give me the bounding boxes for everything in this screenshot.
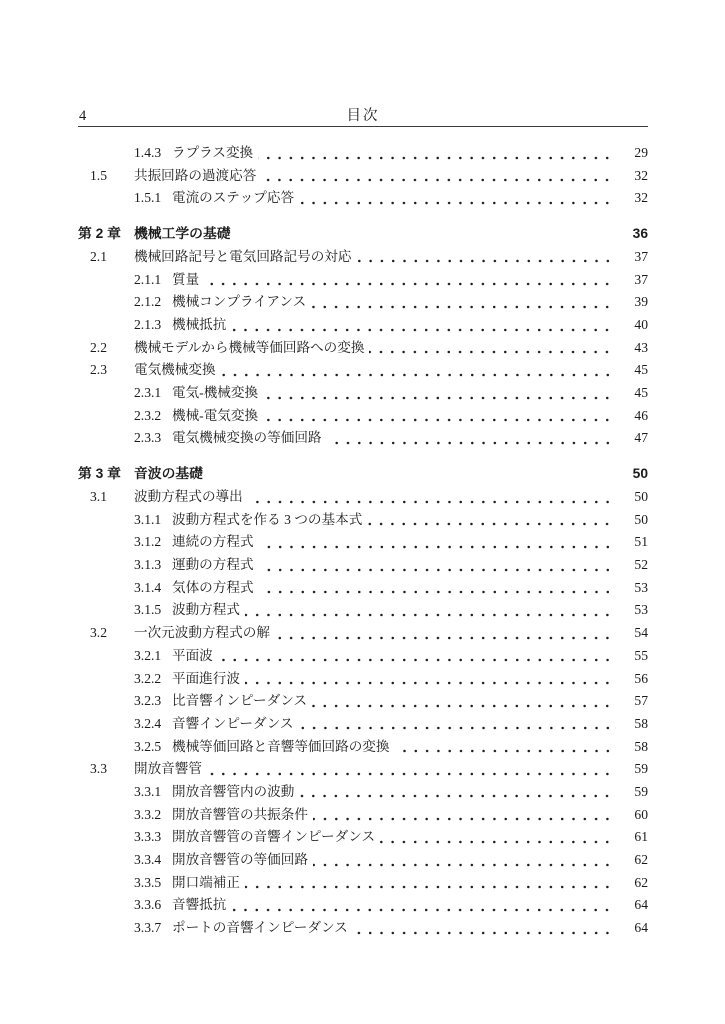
entry-number: 第 3 章 <box>78 466 121 482</box>
entry-dot-leader <box>327 427 613 450</box>
toc-entry <box>78 894 648 917</box>
entry-page-number: 59 <box>634 761 648 777</box>
toc-entry <box>78 337 648 360</box>
entry-page-number: 51 <box>634 534 648 550</box>
toc-entry <box>78 291 648 314</box>
entry-number: 3.2.4 <box>134 715 162 731</box>
entry-page-number: 39 <box>634 294 648 310</box>
entry-number: 3.1.5 <box>134 602 162 618</box>
entry-dot-leader <box>245 872 613 895</box>
entry-number: 2.3.3 <box>134 430 162 446</box>
entry-dot-leader <box>261 165 613 188</box>
entry-number: 2.3.1 <box>134 385 162 401</box>
entry-page-number: 53 <box>634 602 648 618</box>
entry-number: 3.1 <box>90 489 107 504</box>
entry-title: 平面進行波 <box>172 670 240 686</box>
entry-number: 3.2 <box>90 625 107 641</box>
entry-title: 連続の方程式 <box>172 534 254 550</box>
entry-dot-leader <box>248 486 613 509</box>
entry-title: 開放音響管の等価回路 <box>172 852 308 867</box>
entry-number: 3.3.1 <box>134 783 162 799</box>
entry-title: 電気機械変換 <box>134 362 216 378</box>
entry-title: 音響インピーダンス <box>172 715 294 731</box>
entry-title: 質量 <box>172 271 200 287</box>
entry-title: 電流のステップ応答 <box>172 190 295 206</box>
entry-number: 2.1.2 <box>134 294 162 310</box>
entry-number: 3.2.3 <box>134 693 162 709</box>
entry-title: 開放音響管の音響インピーダンス <box>172 829 376 845</box>
entry-number: 3.3.4 <box>134 852 162 867</box>
entry-dot-leader <box>259 554 613 577</box>
entry-page-number: 45 <box>634 362 648 378</box>
entry-page-number: 32 <box>634 190 648 206</box>
entry-page-number: 50 <box>632 466 648 482</box>
entry-title: 開放音響管 <box>134 761 202 777</box>
entry-page-number: 58 <box>634 715 648 731</box>
toc-entry <box>78 187 648 210</box>
entry-page-number: 50 <box>634 511 648 527</box>
entry-number: 3.2.5 <box>134 738 162 754</box>
running-header <box>78 103 648 127</box>
toc-entry <box>78 359 648 382</box>
entry-number: 2.3 <box>90 362 107 378</box>
entry-dot-leader <box>313 804 613 827</box>
entry-title: 開口端補正 <box>172 874 240 890</box>
entry-title: 平面波 <box>172 647 213 663</box>
entry-page-number: 37 <box>634 271 648 287</box>
entry-title: 機械-電気変換 <box>172 407 259 423</box>
toc-entry <box>78 690 648 713</box>
entry-dot-leader <box>299 781 613 804</box>
entry-number: 3.1.3 <box>134 557 162 573</box>
entry-page-number: 64 <box>634 897 648 913</box>
toc-entry <box>78 165 648 188</box>
entry-page-number: 50 <box>634 489 648 504</box>
entry-page-number: 43 <box>634 339 648 355</box>
entry-page-number: 45 <box>634 385 648 401</box>
entry-dot-leader <box>353 917 613 940</box>
toc-entry <box>78 509 648 532</box>
entry-number: 2.1 <box>90 248 107 264</box>
entry-dot-leader <box>208 463 613 486</box>
entry-dot-leader <box>245 599 613 622</box>
entry-number: 2.3.2 <box>134 407 162 423</box>
entry-title: 機械抵抗 <box>172 317 227 332</box>
toc-entry <box>78 531 648 554</box>
entry-dot-leader <box>312 690 613 713</box>
toc-entry <box>78 645 648 668</box>
toc-entry <box>78 269 648 292</box>
entry-page-number: 40 <box>634 317 648 332</box>
entry-title: 機械コンプライアンス <box>172 294 307 310</box>
entry-number: 3.1.2 <box>134 534 162 550</box>
entry-dot-leader <box>275 622 613 645</box>
entry-page-number: 46 <box>634 407 648 423</box>
entry-page-number: 62 <box>634 852 648 867</box>
entry-title: 機械モデルから機械等価回路への変換 <box>134 339 365 355</box>
entry-dot-leader <box>357 246 614 269</box>
entry-title: 一次元波動方程式の解 <box>134 625 270 641</box>
entry-page-number: 55 <box>634 647 648 663</box>
entry-dot-leader <box>263 405 613 428</box>
entry-dot-leader <box>313 849 613 872</box>
entry-number: 2.2 <box>90 339 107 355</box>
toc-entry <box>78 804 648 827</box>
entry-dot-leader <box>204 269 613 292</box>
entry-dot-leader <box>367 509 613 532</box>
entry-dot-leader <box>231 894 613 917</box>
entry-dot-leader <box>311 291 613 314</box>
entry-title: 共振回路の過渡応答 <box>134 167 257 183</box>
entry-number: 3.3.7 <box>134 920 162 936</box>
entry-page-number: 32 <box>634 167 648 183</box>
entry-page-number: 58 <box>634 738 648 754</box>
toc-entry <box>78 872 648 895</box>
entry-page-number: 62 <box>634 874 648 890</box>
entry-title: 開放音響管の共振条件 <box>172 806 308 822</box>
entry-title: 機械工学の基礎 <box>134 226 231 242</box>
entry-page-number: 54 <box>634 625 648 641</box>
toc-list <box>78 142 648 940</box>
entry-title: 音波の基礎 <box>134 466 203 482</box>
entry-title: 運動の方程式 <box>172 557 254 573</box>
entry-title: 電気-機械変換 <box>172 385 259 401</box>
entry-dot-leader <box>218 645 613 668</box>
entry-dot-leader <box>299 713 613 736</box>
toc-entry <box>78 486 648 509</box>
toc-entry <box>78 758 648 781</box>
entry-number: 3.3.5 <box>134 874 162 890</box>
toc-entry <box>78 382 648 405</box>
toc-entry <box>78 427 648 450</box>
entry-page-number: 59 <box>634 783 648 799</box>
entry-number: 2.1.3 <box>134 317 162 332</box>
toc-entry <box>78 246 648 269</box>
entry-page-number: 60 <box>634 806 648 822</box>
entry-title: 開放音響管内の波動 <box>172 783 295 799</box>
toc-entry <box>78 781 648 804</box>
toc-entry <box>78 142 648 165</box>
entry-title: 機械回路記号と電気回路記号の対応 <box>134 248 352 264</box>
entry-title: 機械等価回路と音響等価回路の変換 <box>172 738 390 754</box>
entry-number: 3.3.6 <box>134 897 162 913</box>
toc-entry <box>78 405 648 428</box>
entry-number: 3.1.4 <box>134 579 162 595</box>
entry-dot-leader <box>221 359 613 382</box>
entry-title: 波動方程式 <box>172 602 240 618</box>
entry-title: 比音響インピーダンス <box>172 693 308 709</box>
toc-entry <box>78 917 648 940</box>
toc-entry <box>78 668 648 691</box>
entry-dot-leader <box>380 826 613 849</box>
entry-page-number: 53 <box>634 579 648 595</box>
entry-title: ラプラス変換 <box>172 145 254 160</box>
entry-dot-leader <box>245 668 613 691</box>
entry-page-number: 36 <box>632 226 648 242</box>
toc-entry <box>78 599 648 622</box>
entry-number: 3.2.1 <box>134 647 162 663</box>
toc-entry <box>78 223 648 246</box>
toc-entry <box>78 554 648 577</box>
entry-page-number: 56 <box>634 670 648 686</box>
entry-dot-leader <box>207 758 613 781</box>
entry-page-number: 64 <box>634 920 648 936</box>
page-number: 4 <box>79 108 87 124</box>
toc-entry <box>78 826 648 849</box>
entry-title: 波動方程式の導出 <box>134 489 243 504</box>
entry-title: 波動方程式を作る 3 つの基本式 <box>172 511 363 527</box>
header-title: 目次 <box>346 108 380 124</box>
entry-number: 1.4.3 <box>134 145 162 160</box>
entry-number: 3.3.3 <box>134 829 162 845</box>
toc-entry <box>78 314 648 337</box>
entry-dot-leader <box>395 736 614 759</box>
entry-page-number: 57 <box>634 693 648 709</box>
entry-dot-leader <box>258 142 613 165</box>
entry-number: 第 2 章 <box>78 226 121 242</box>
entry-page-number: 37 <box>634 248 648 264</box>
entry-dot-leader <box>259 577 613 600</box>
entry-dot-leader <box>263 382 613 405</box>
entry-number: 3.1.1 <box>134 511 162 527</box>
entry-dot-leader <box>236 223 613 246</box>
toc-entry <box>78 736 648 759</box>
toc-entry <box>78 849 648 872</box>
entry-page-number: 61 <box>634 829 648 845</box>
entry-number: 1.5.1 <box>134 190 162 206</box>
entry-title: 電気機械変換の等価回路 <box>172 430 322 446</box>
entry-number: 2.1.1 <box>134 271 162 287</box>
toc-entry <box>78 463 648 486</box>
entry-title: ポートの音響インピーダンス <box>172 920 348 936</box>
toc-entry <box>78 577 648 600</box>
entry-title: 気体の方程式 <box>172 579 254 595</box>
entry-dot-leader <box>259 531 613 554</box>
toc-entry <box>78 622 648 645</box>
entry-number: 3.2.2 <box>134 670 162 686</box>
entry-dot-leader <box>369 337 613 360</box>
entry-page-number: 47 <box>634 430 648 446</box>
entry-dot-leader <box>231 314 613 337</box>
toc-entry <box>78 713 648 736</box>
entry-dot-leader <box>299 187 613 210</box>
entry-number: 3.3.2 <box>134 806 162 822</box>
entry-number: 1.5 <box>90 167 107 183</box>
entry-page-number: 52 <box>634 557 648 573</box>
entry-title: 音響抵抗 <box>172 897 227 913</box>
entry-page-number: 29 <box>634 145 648 160</box>
entry-number: 3.3 <box>90 761 107 777</box>
